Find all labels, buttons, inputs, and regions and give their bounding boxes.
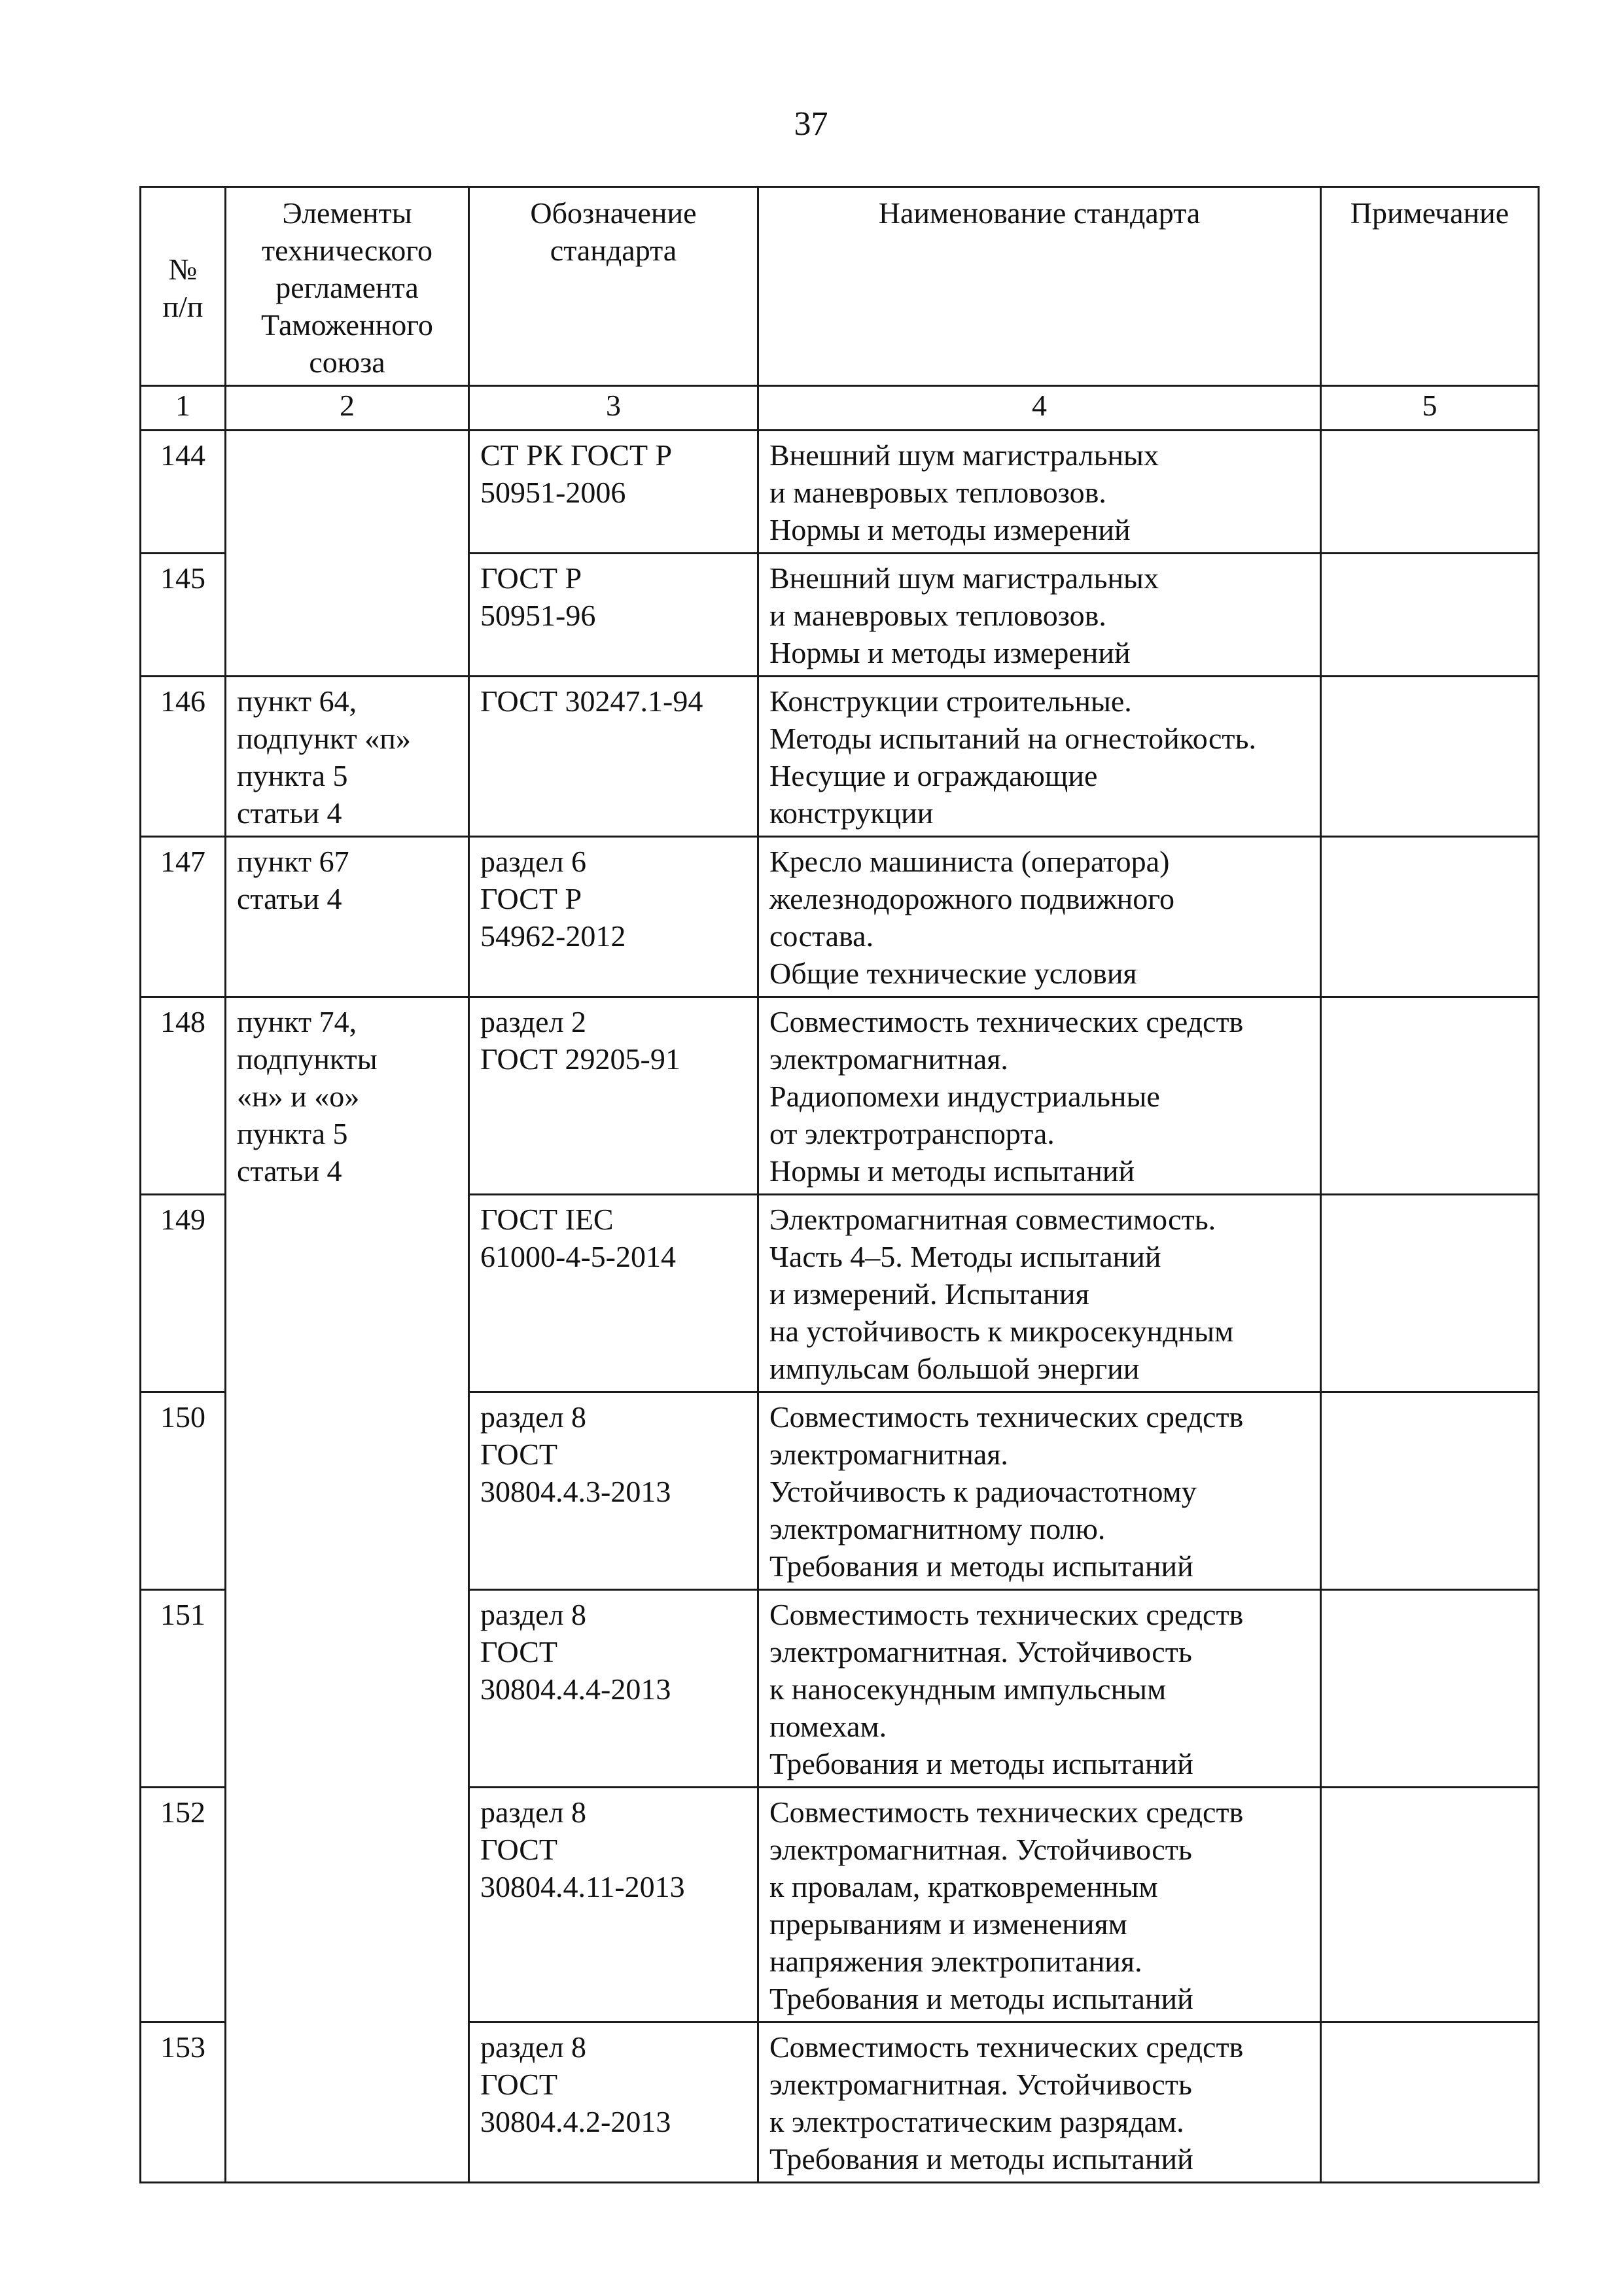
row-standard-name: Электромагнитная совместимость. Часть 4–5. Методы испытаний и измерений. Испытания на устойчивость к микросекундным импульсам большой энергии: [758, 1195, 1321, 1392]
row-number: 146: [141, 677, 226, 837]
table-row: [141, 677, 1539, 837]
row-number: 150: [141, 1392, 226, 1590]
header-standard-name: Наименование стандарта: [758, 187, 1321, 386]
row-number: 148: [141, 997, 226, 1195]
row-elements: пункт 74, подпункты «н» и «о» пункта 5 статьи 4: [226, 997, 469, 2183]
row-note: [1321, 1788, 1539, 2022]
row-standard-name: Совместимость технических средств электромагнитная. Радиопомехи индустриальные от электротранспорта. Нормы и методы испытаний: [758, 997, 1321, 1195]
row-designation: раздел 8 ГОСТ 30804.4.2-2013: [469, 2022, 758, 2183]
row-standard-name: Совместимость технических средств электромагнитная. Устойчивость к провалам, кратковременным прерываниям и изменениям напряжения электропитания. Требования и методы испытаний: [758, 1788, 1321, 2022]
column-number: 5: [1321, 386, 1539, 431]
table-header-row: [141, 187, 1539, 386]
column-number: 1: [141, 386, 226, 431]
row-number: 144: [141, 431, 226, 554]
row-note: [1321, 677, 1539, 837]
row-note: [1321, 1392, 1539, 1590]
row-designation: ГОСТ 30247.1-94: [469, 677, 758, 837]
row-designation: ГОСТ IEC 61000-4-5-2014: [469, 1195, 758, 1392]
row-standard-name: Совместимость технических средств электромагнитная. Устойчивость к радиочастотному электромагнитному полю. Требования и методы испытаний: [758, 1392, 1321, 1590]
row-designation: раздел 8 ГОСТ 30804.4.4-2013: [469, 1590, 758, 1788]
row-number: 153: [141, 2022, 226, 2183]
row-number: 151: [141, 1590, 226, 1788]
row-elements: [226, 431, 469, 677]
header-note: Примечание: [1321, 187, 1539, 386]
row-standard-name: Совместимость технических средств электромагнитная. Устойчивость к наносекундным импульсным помехам. Требования и методы испытаний: [758, 1590, 1321, 1788]
column-number: 3: [469, 386, 758, 431]
row-note: [1321, 1195, 1539, 1392]
row-note: [1321, 2022, 1539, 2183]
row-designation: раздел 6 ГОСТ Р 54962-2012: [469, 837, 758, 997]
row-note: [1321, 431, 1539, 554]
row-note: [1321, 1590, 1539, 1788]
row-designation: СТ РК ГОСТ Р 50951-2006: [469, 431, 758, 554]
page-number: 37: [794, 105, 828, 143]
table-row: [141, 997, 1539, 1195]
table-row: [141, 431, 1539, 554]
row-designation: ГОСТ Р 50951-96: [469, 554, 758, 677]
row-standard-name: Кресло машиниста (оператора) железнодорожного подвижного состава. Общие технические условия: [758, 837, 1321, 997]
column-number-row: [141, 386, 1539, 431]
row-number: 145: [141, 554, 226, 677]
row-number: 152: [141, 1788, 226, 2022]
header-number: № п/п: [141, 187, 226, 386]
row-number: 149: [141, 1195, 226, 1392]
column-number: 2: [226, 386, 469, 431]
row-standard-name: Конструкции строительные. Методы испытаний на огнестойкость. Несущие и ограждающие конструкции: [758, 677, 1321, 837]
row-standard-name: Совместимость технических средств электромагнитная. Устойчивость к электростатическим разрядам. Требования и методы испытаний: [758, 2022, 1321, 2183]
standards-table: [139, 186, 1540, 2183]
row-designation: раздел 2 ГОСТ 29205-91: [469, 997, 758, 1195]
table-row: [141, 837, 1539, 997]
row-elements: пункт 67 статьи 4: [226, 837, 469, 997]
header-designation: Обозначение стандарта: [469, 187, 758, 386]
row-standard-name: Внешний шум магистральных и маневровых тепловозов. Нормы и методы измерений: [758, 431, 1321, 554]
row-note: [1321, 837, 1539, 997]
row-elements: пункт 64, подпункт «п» пункта 5 статьи 4: [226, 677, 469, 837]
column-number: 4: [758, 386, 1321, 431]
header-elements: Элементы технического регламента Таможенного союза: [226, 187, 469, 386]
row-standard-name: Внешний шум магистральных и маневровых тепловозов. Нормы и методы измерений: [758, 554, 1321, 677]
row-note: [1321, 997, 1539, 1195]
row-number: 147: [141, 837, 226, 997]
row-designation: раздел 8 ГОСТ 30804.4.11-2013: [469, 1788, 758, 2022]
row-note: [1321, 554, 1539, 677]
row-designation: раздел 8 ГОСТ 30804.4.3-2013: [469, 1392, 758, 1590]
